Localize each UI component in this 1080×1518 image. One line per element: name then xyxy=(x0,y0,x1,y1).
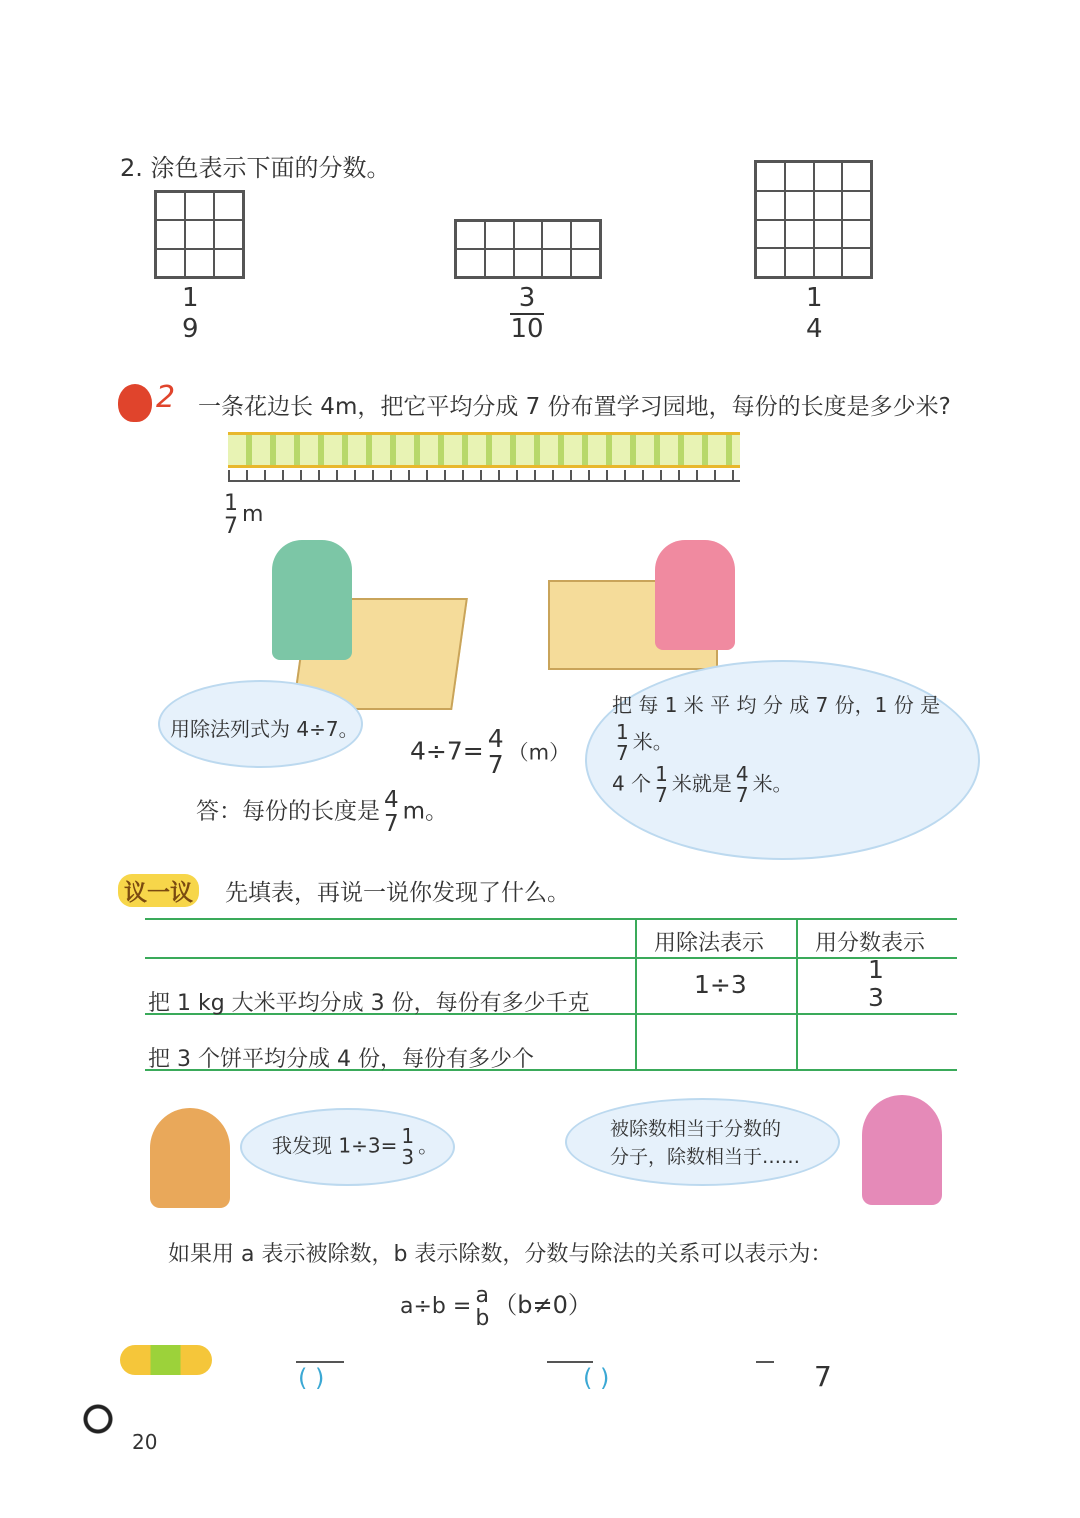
formula-lhs: a÷b = xyxy=(400,1294,472,1320)
answer-unit: m。 xyxy=(402,798,449,825)
denominator: 4 xyxy=(806,314,823,344)
denominator: 7 xyxy=(735,783,749,807)
fraction-1-9 xyxy=(182,283,199,345)
denominator: 7 xyxy=(616,741,629,765)
example-question: 一条花边长 4m，把它平均分成 7 份布置学习园地，每份的长度是多少米? xyxy=(198,394,951,420)
formula-condition: （b≠0） xyxy=(493,1291,592,1320)
equation-unit: （m） xyxy=(507,740,571,765)
apple-icon xyxy=(118,384,152,422)
boy-bubble-fraction xyxy=(401,1126,414,1168)
right-bubble-line1: 把 每 1 米 平 均 分 成 7 份，1 份 是 xyxy=(612,693,941,717)
boy-illustration xyxy=(272,540,352,660)
header-fraction: 用分数表示 xyxy=(815,931,926,956)
right-bubble-fraction2 xyxy=(655,764,668,806)
numerator: 1 xyxy=(401,1124,415,1148)
grid-3x3[interactable] xyxy=(154,190,245,279)
right-bubble-text xyxy=(612,688,957,806)
row1-division[interactable]: 1÷3 xyxy=(694,970,747,999)
numerator: 1 xyxy=(182,283,199,313)
denominator: 7 xyxy=(487,750,504,780)
denominator: 3 xyxy=(401,1145,415,1169)
numerator: 1 xyxy=(868,955,884,984)
ruler xyxy=(228,470,740,482)
fraction-bar xyxy=(296,1361,344,1363)
answer xyxy=(196,788,448,836)
numerator: 3 xyxy=(518,283,536,313)
fraction-bar xyxy=(756,1361,774,1363)
right-bubble-line2b: 米就是 xyxy=(671,771,732,796)
header-division: 用除法表示 xyxy=(654,931,765,956)
numerator: 1 xyxy=(224,491,238,516)
lace-border-image xyxy=(228,432,740,468)
practice-seven: 7 xyxy=(814,1360,832,1393)
girl-bubble-line2: 分子，除数相当于…… xyxy=(610,1146,801,1168)
denominator: 7 xyxy=(224,514,238,540)
discuss-badge: 议一议 xyxy=(118,874,199,907)
numerator: 1 xyxy=(806,283,823,313)
right-bubble-fraction1 xyxy=(616,722,629,764)
row2-fraction-cell[interactable] xyxy=(800,1016,956,1066)
right-bubble-fraction3 xyxy=(736,764,749,806)
example-number: 2 xyxy=(156,380,176,415)
blank-1[interactable]: ( ) xyxy=(298,1364,325,1392)
denominator: 3 xyxy=(868,983,884,1012)
denominator: 7 xyxy=(384,811,399,838)
formula-fraction xyxy=(475,1284,489,1330)
segment-fraction xyxy=(224,492,238,538)
denominator: 7 xyxy=(655,783,668,807)
numerator: 4 xyxy=(384,787,399,813)
row2-division-cell[interactable] xyxy=(640,1016,794,1066)
equation-lhs: 4÷7= xyxy=(410,736,484,766)
page-number: 20 xyxy=(132,1430,158,1454)
segment-unit: m xyxy=(242,502,264,528)
right-bubble-line1-end: 米。 xyxy=(632,729,673,754)
right-bubble-line2c: 米。 xyxy=(752,771,793,796)
fraction-3-10 xyxy=(510,283,544,345)
fruit-slices-icon xyxy=(120,1345,212,1375)
row2-question: 把 3 个饼平均分成 4 份，每份有多少个 xyxy=(148,1047,534,1072)
boy-bubble xyxy=(272,1126,438,1168)
numerator: 1 xyxy=(655,762,668,786)
girl-illustration xyxy=(655,540,735,650)
right-bubble-line2a: 4 个 xyxy=(612,771,652,796)
numerator: a xyxy=(475,1283,490,1308)
row1-fraction[interactable] xyxy=(868,956,884,1012)
segment-label xyxy=(220,492,263,538)
discuss-instruction: 先填表，再说一说你发现了什么。 xyxy=(225,880,570,906)
girl-illustration-small xyxy=(862,1095,942,1205)
relation-text: 如果用 a 表示被除数，b 表示除数，分数与除法的关系可以表示为： xyxy=(168,1242,833,1267)
girl-bubble-line1: 被除数相当于分数的 xyxy=(610,1118,782,1140)
blank-2[interactable]: ( ) xyxy=(583,1364,610,1392)
denominator: 10 xyxy=(510,314,544,344)
fraction-bar xyxy=(547,1361,593,1363)
grid-5x2[interactable] xyxy=(454,219,602,279)
answer-fraction xyxy=(384,788,399,836)
boy-illustration-small xyxy=(150,1108,230,1208)
boy-bubble-text: 我发现 1÷3= xyxy=(272,1133,398,1158)
denominator: b xyxy=(475,1306,490,1332)
formula xyxy=(400,1284,592,1330)
grid-4x4[interactable] xyxy=(754,160,873,279)
fraction-1-4 xyxy=(806,283,823,345)
panda-icon xyxy=(78,1404,118,1454)
numerator: 1 xyxy=(616,720,629,744)
boy-bubble-end: 。 xyxy=(418,1133,439,1158)
equation-fraction xyxy=(488,726,504,779)
equation xyxy=(410,726,570,779)
denominator: 9 xyxy=(182,314,199,344)
numerator: 4 xyxy=(735,762,749,786)
numerator: 4 xyxy=(487,724,504,753)
answer-text: 答：每份的长度是 xyxy=(196,798,380,825)
left-bubble-text: 用除法列式为 4÷7。 xyxy=(170,717,359,741)
exercise-title: 2. 涂色表示下面的分数。 xyxy=(120,154,391,182)
row1-question: 把 1 kg 大米平均分成 3 份，每份有多少千克 xyxy=(148,991,590,1016)
